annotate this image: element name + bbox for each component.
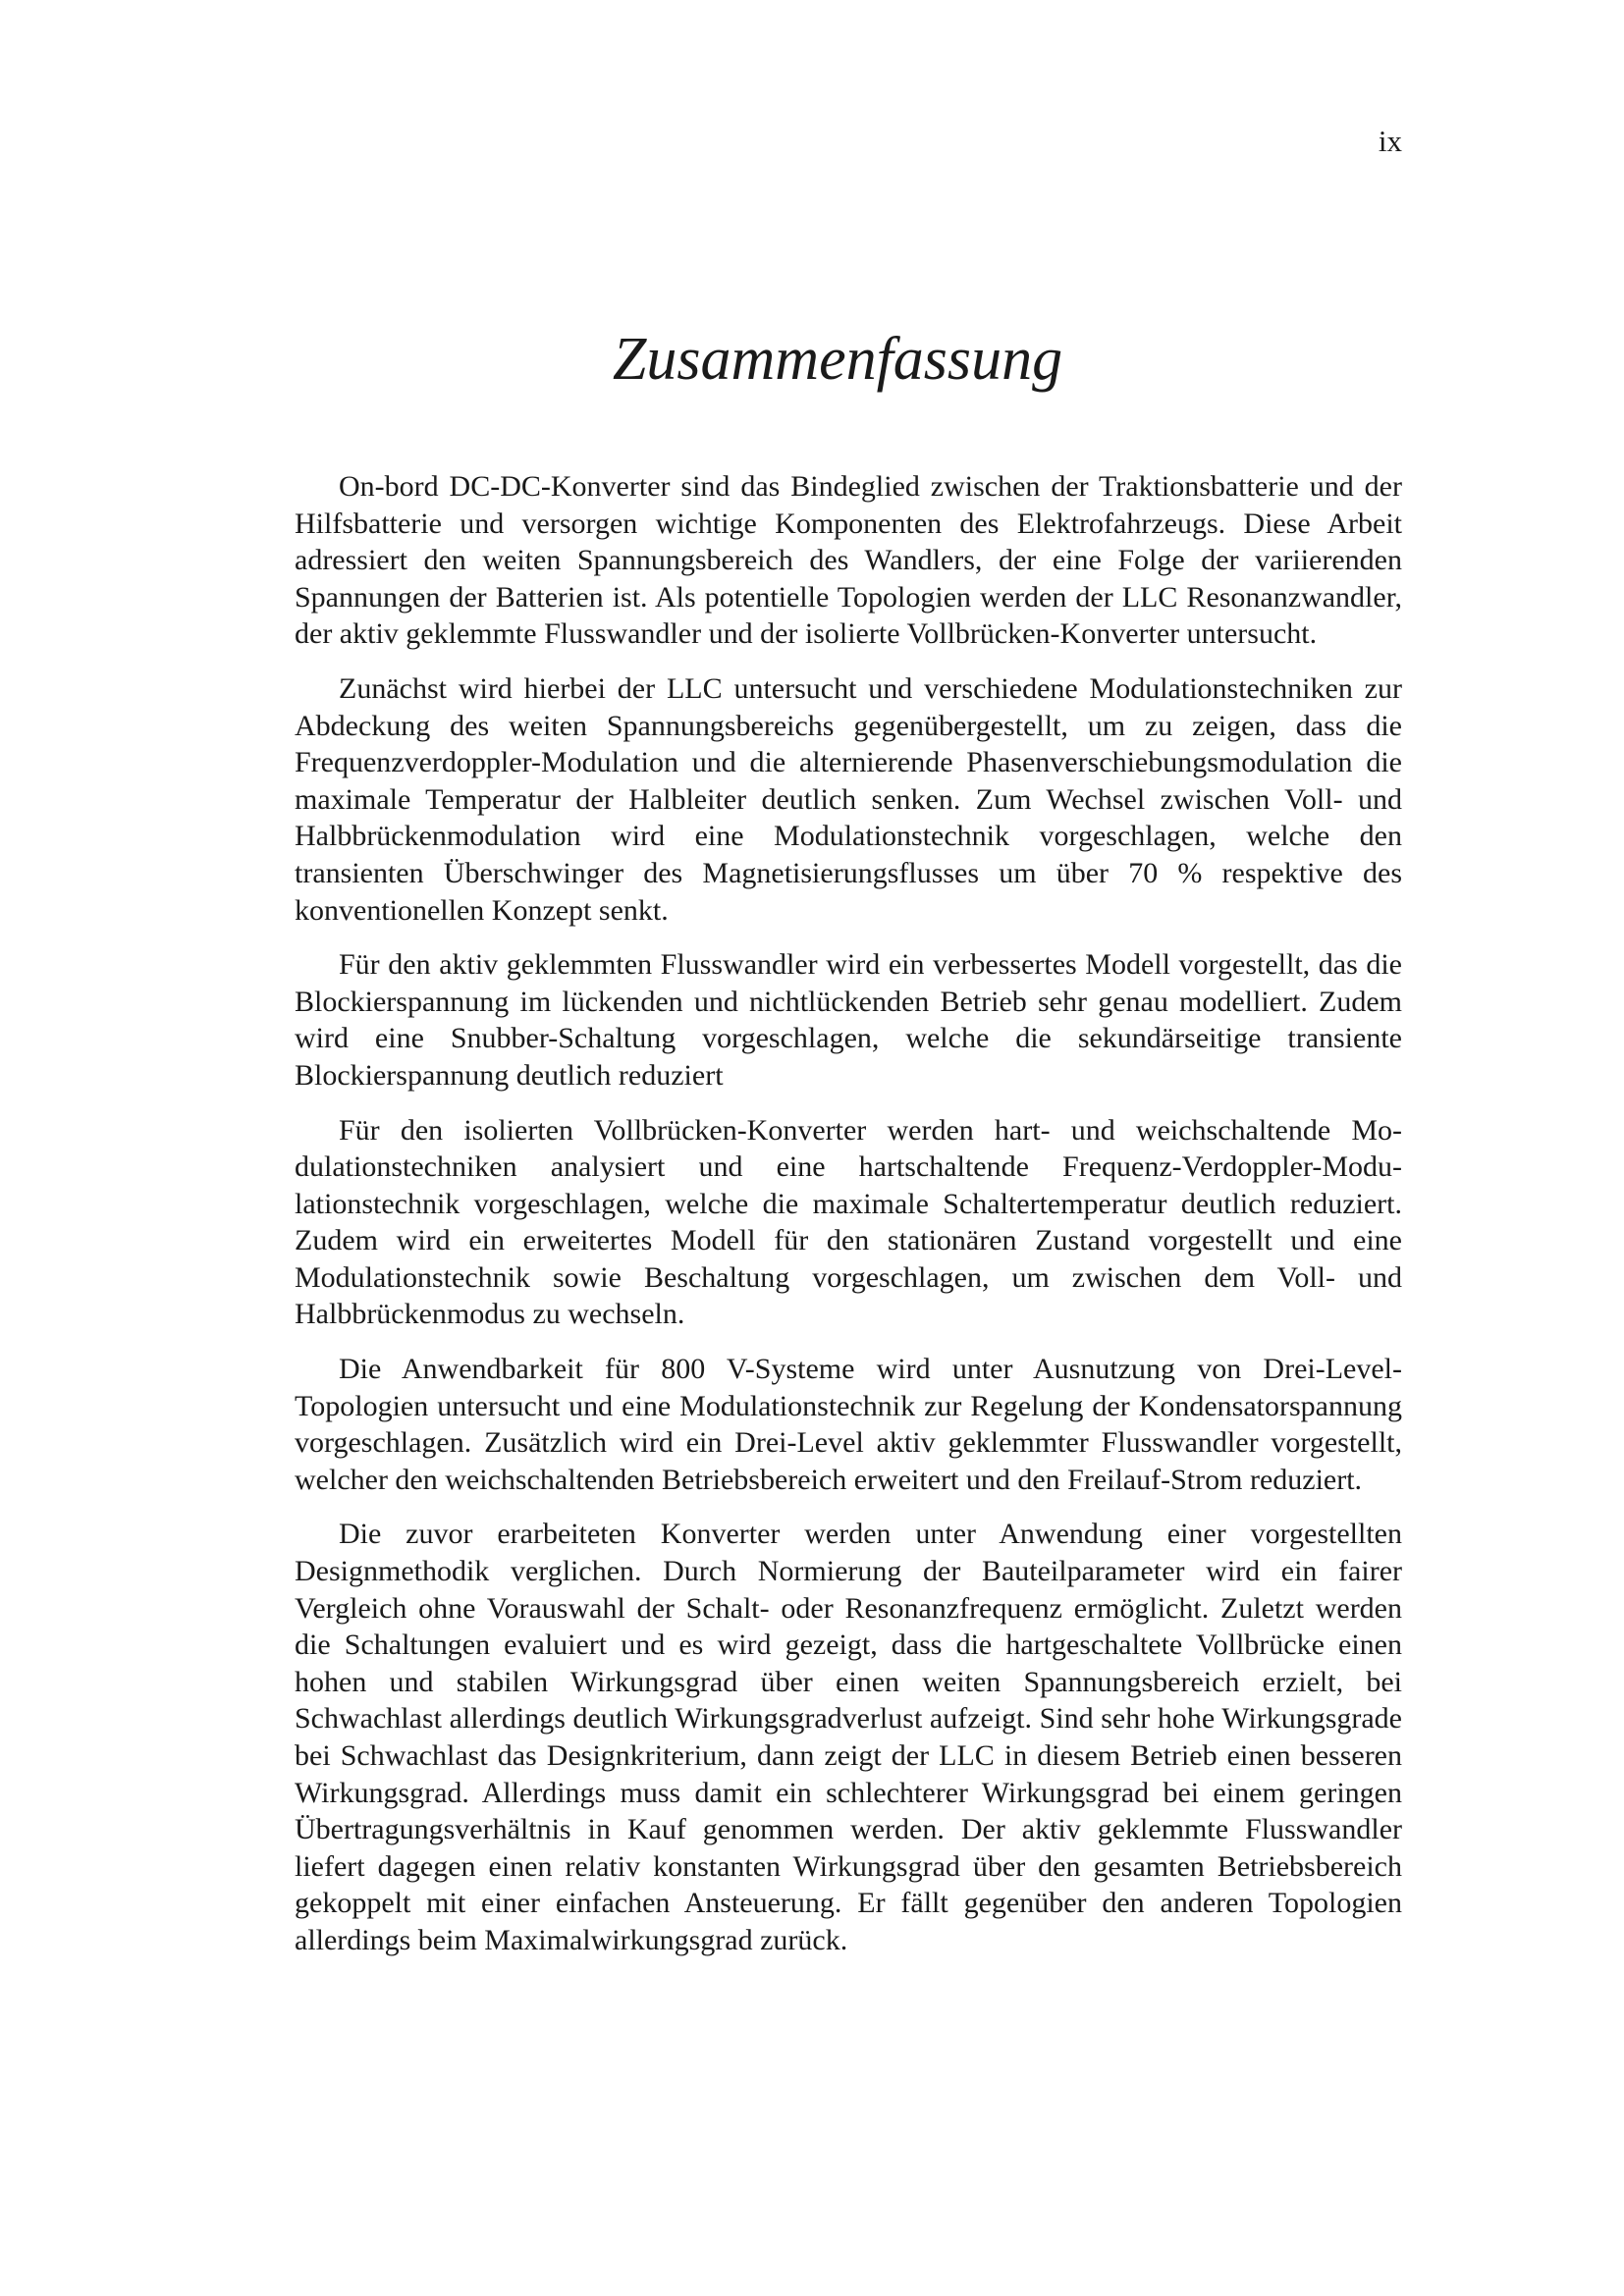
paragraph-4: Für den isolierten Vollbrücken-Konverter werden hart- und weichschaltende Modulationstechniken analysiert und eine hartschaltende Frequenz-Verdoppler-Modulationstechnik vorgeschlagen, welche die maximale Schaltertemperatur deutlich reduziert. Zudem wird ein erweitertes Modell für den stationären Zustand vorgestellt und eine Modulationstechnik sowie Beschaltung vorgeschlagen, um zwischen dem Voll- und Halbbrückenmodus zu wechseln. — [295, 1113, 1402, 1331]
paragraph-5: Die Anwendbarkeit für 800 V-Systeme wird unter Ausnutzung von Drei-Level-Topologien untersucht und eine Modulationstechnik zur Regelung der Kondensatorspannung vorgeschlagen. Zusätzlich wird ein Drei-Level aktiv geklemmter Flusswandler vorgestellt, welcher den weichschaltenden Betriebsbereich erweitert und den Freilauf-Strom reduziert. — [295, 1353, 1402, 1496]
paragraph-3: Für den aktiv geklemmten Flusswandler wird ein verbessertes Modell vorgestellt, das die Blockierspannung im lückenden und nichtlückenden Betrieb sehr genau modelliert. Zudem wird eine Snubber-Schaltung vorgeschlagen, welche die sekundärseitige transiente Blockierspannung deutlich reduziert — [295, 948, 1402, 1092]
chapter-title: Zusammenfassung — [612, 326, 1063, 393]
paragraph-1: On-bord DC-DC-Konverter sind das Bindeglied zwischen der Traktionsbatterie und der Hilfsbatterie und versorgen wichtige Komponenten des Elektrofahrzeugs. Diese Arbeit adressiert den weiten Spannungsbereich des Wandlers, der eine Folge der variierenden Spannungen der Batterien ist. Als potentielle Topologien werden der LLC Resonanzwandler, der aktiv geklemmte Flusswandler und der isolierte Vollbrücken-Konverter untersucht. — [295, 470, 1402, 651]
abstract-body — [295, 468, 1402, 1977]
page-number: ix — [1378, 124, 1402, 158]
paragraph-2: Zunächst wird hierbei der LLC untersucht und verschiedene Modulationstechniken zur Abdeckung des weiten Spannungsbereichs gegenübergestellt, um zu zeigen, dass die Frequenzverdoppler-Modulation und die alternierende Phasenverschiebungsmodulation die maximale Temperatur der Halbleiter deutlich senken. Zum Wechsel zwischen Voll- und Halbbrückenmodulation wird eine Modulationstechnik vorgeschlagen, welche den transienten Überschwinger des Magnetisierungsflusses um über 70 % respektive des konventionellen Konzept senkt. — [295, 671, 1402, 927]
paragraph-6: Die zuvor erarbeiteten Konverter werden unter Anwendung einer vorgestellten Designmethodik verglichen. Durch Normierung der Bauteilparameter wird ein fairer Vergleich ohne Vorauswahl der Schalt- oder Resonanzfrequenz ermöglicht. Zuletzt werden die Schaltungen evaluiert und es wird gezeigt, dass die hartgeschaltete Vollbrücke einen hohen und stabilen Wirkungsgrad über einen weiten Spannungsbereich erzielt, bei Schwachlast allerdings deutlich Wirkungsgradverlust aufzeigt. Sind sehr hohe Wirkungsgrade bei Schwachlast das Designkriterium, dann zeigt der LLC in diesem Betrieb einen besseren Wirkungsgrad. Allerdings muss damit ein schlechterer Wirkungsgrad bei einem geringen Übertragungsverhältnis in Kauf genommen werden. Der aktiv geklemmte Flusswandler liefert dagegen einen relativ konstanten Wirkungsgrad über den gesamten Betriebsbereich gekoppelt mit einer einfachen Ansteuerung. Er fällt gegenüber den anderen Topologien allerdings beim Maximalwirkungsgrad zurück. — [295, 1518, 1402, 1956]
